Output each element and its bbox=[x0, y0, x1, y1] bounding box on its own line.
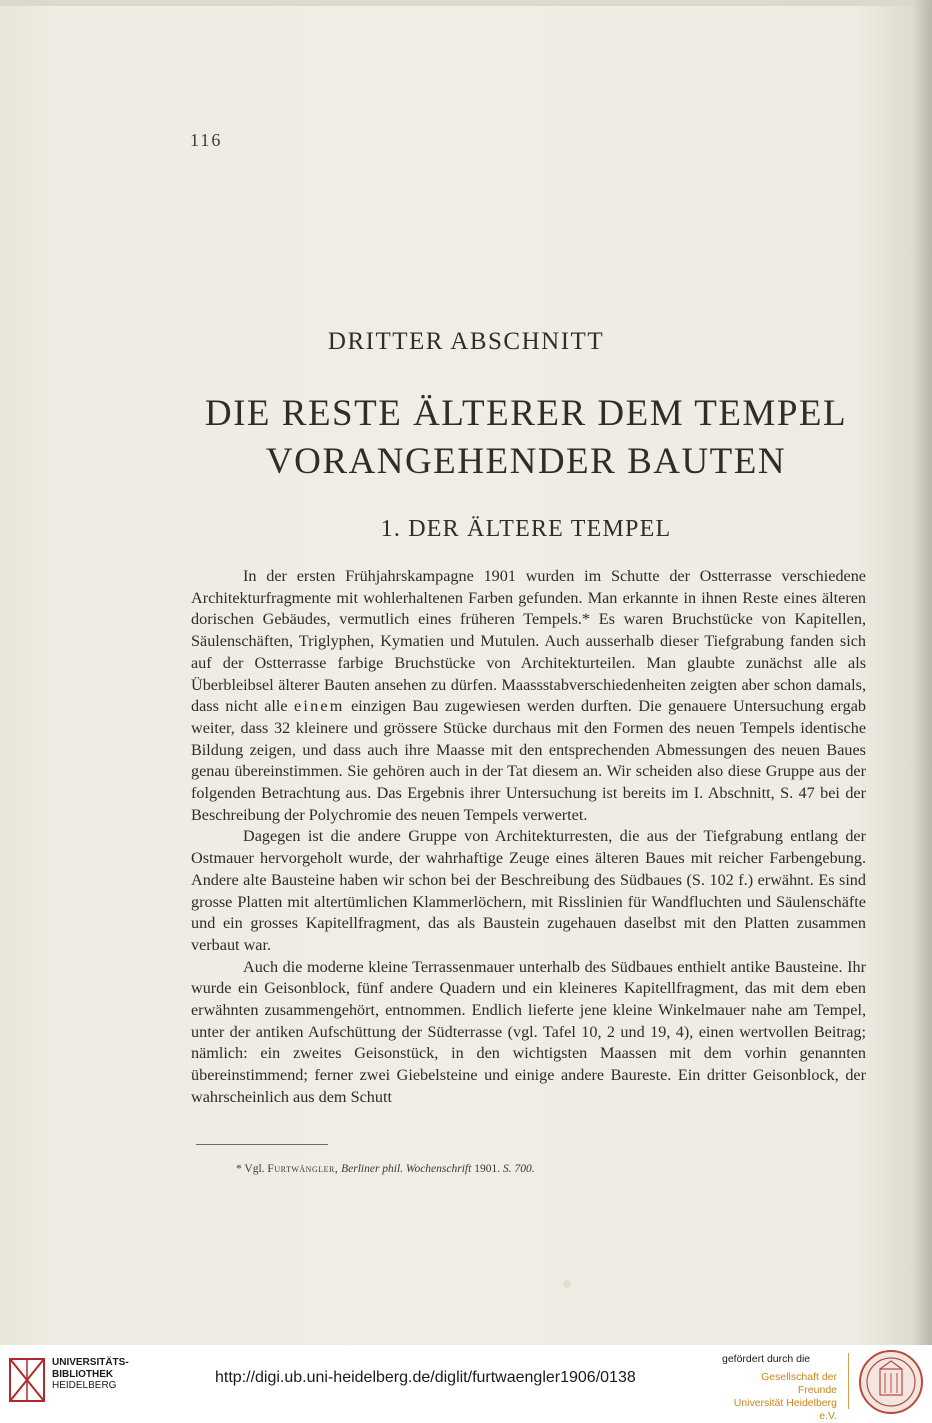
page-right-edge bbox=[912, 0, 932, 1345]
footnote-prefix: * Vgl. bbox=[236, 1163, 265, 1175]
section-label: DRITTER ABSCHNITT bbox=[327, 328, 605, 355]
page-top-edge bbox=[0, 0, 932, 6]
paragraph-1-part-b: einzigen Bau zugewiesen werden durften. Die genauere Untersuchung ergab weiter, dass 32 kleinere und grössere Stücke durchaus mit den Formen des neuen Tempels identische Bildung zeigen, und dass auch ihre Maasse mit den entsprechenden Abmessungen des neuen Baues genau übereinstimmen. Sie gehören auch in der Tat diesem an. Wir scheiden also diese Gruppe aus der folgenden Betrachtung aus. Das Ergebnis ihrer Untersuchung ist bereits im I. Abschnitt, S. 47 bei der Beschreibung der Polychromie des neuen Tempels verwertet. bbox=[191, 697, 867, 824]
university-seal-icon bbox=[858, 1349, 924, 1415]
library-name-line-1: UNIVERSITÄTS- bbox=[52, 1357, 129, 1368]
paragraph-2: Dagegen ist die andere Gruppe von Architekturresten, die aus der Tiefgrabung entlang der Ostmauer hervorgeholt wurde, der wahrhaftige Zeuge eines älteren Baues mit reicher Farbengebung. Andere alte Bausteine haben wir schon bei der Beschreibung des Südbaues (S. 102 f.) erwähnt. Es sind grosse Platten mit altertümlichen Klammerlöchern, mit Risslinien für Wandfluchten und Säulenschäfte und ein grosses Kapitellfragment, das als Baustein zugehauen daselbst mit den Platten zusammen verbaut war. bbox=[191, 827, 866, 954]
footnote bbox=[236, 1163, 535, 1175]
footnote-rule bbox=[196, 1144, 328, 1145]
paragraph-3: Auch die moderne kleine Terrassenmauer unterhalb des Südbaues enthielt antike Bausteine. Ihr wurde ein Geisonblock, fünf andere Quadern und ein kleineres Kapitellfragment, das mit dem eben erwähnten zusammengehört, entnommen. Endlich lieferte jene kleine Winkelmauer nahe am Tempel, unter der antiken Aufschüttung der Südterrasse (vgl. Tafel 10, 2 und 19, 4), einen wertvollen Beitrag; nämlich: ein zweites Geisonstück, in den wichtigsten Maassen mit dem vorhin genannten übereinstimmend; ferner zwei Giebelsteine und einige andere Baureste. Ein dritter Geisonblock, der wahrscheinlich aus dem Schutt bbox=[191, 957, 866, 1106]
footer-divider bbox=[848, 1353, 849, 1409]
body-text bbox=[191, 566, 866, 1109]
page-number: 116 bbox=[190, 130, 223, 150]
footnote-author: Furtwängler, bbox=[267, 1163, 339, 1175]
sponsor-intro: gefördert durch die bbox=[722, 1353, 811, 1365]
library-name-line-3: HEIDELBERG bbox=[52, 1380, 117, 1391]
paragraph-1 bbox=[191, 566, 866, 826]
library-logo-icon bbox=[8, 1355, 46, 1405]
footnote-page-ref: S. 700. bbox=[502, 1163, 535, 1175]
paragraph-1-part-a: In der ersten Frühjahrskampagne 1901 wurden im Schutte der Ostterrasse verschiedene Architekturfragmente mit wohlerhaltenen Farben gefunden. Man erkannte in ihnen Reste eines älteren dorischen Gebäudes, vermutlich eines früheren Tempels.* Es waren Bruchstücke von Kapitellen, Säulenschäften, Triglyphen, Kymatien und Mutulen. Auch ausserhalb dieser Tiefgrabung fanden sich auf der Ostterrasse farbige Bruchstücke von Architekturteilen. Man glaubte zunächst alle als Überbleibsel älterer Bauten ansehen zu dürfen. Maassstabverschiedenheiten zeigten aber schon damals, dass nicht alle bbox=[191, 567, 866, 716]
chapter-title-line-2: VORANGEHENDER BAUTEN bbox=[265, 441, 787, 482]
permalink-url[interactable]: http://digi.ub.uni-heidelberg.de/diglit/furtwaengler1906/0138 bbox=[215, 1369, 636, 1386]
chapter-title-line-1: DIE RESTE ÄLTERER DEM TEMPEL bbox=[204, 393, 848, 434]
sponsor-name bbox=[722, 1371, 837, 1423]
sponsor-name-line-2: Universität Heidelberg e.V. bbox=[733, 1397, 837, 1422]
footnote-year: 1901. bbox=[474, 1163, 501, 1175]
footer-bar bbox=[0, 1345, 932, 1422]
emphasized-word: einem bbox=[294, 697, 345, 716]
footnote-journal: Berliner phil. Wochenschrift bbox=[341, 1163, 472, 1175]
paper-blemish bbox=[563, 1280, 571, 1288]
subsection-title: 1. DER ÄLTERE TEMPEL bbox=[380, 516, 672, 542]
library-name-line-2: BIBLIOTHEK bbox=[52, 1368, 114, 1380]
sponsor-name-line-1: Gesellschaft der Freunde bbox=[761, 1371, 837, 1396]
library-name bbox=[52, 1357, 129, 1392]
